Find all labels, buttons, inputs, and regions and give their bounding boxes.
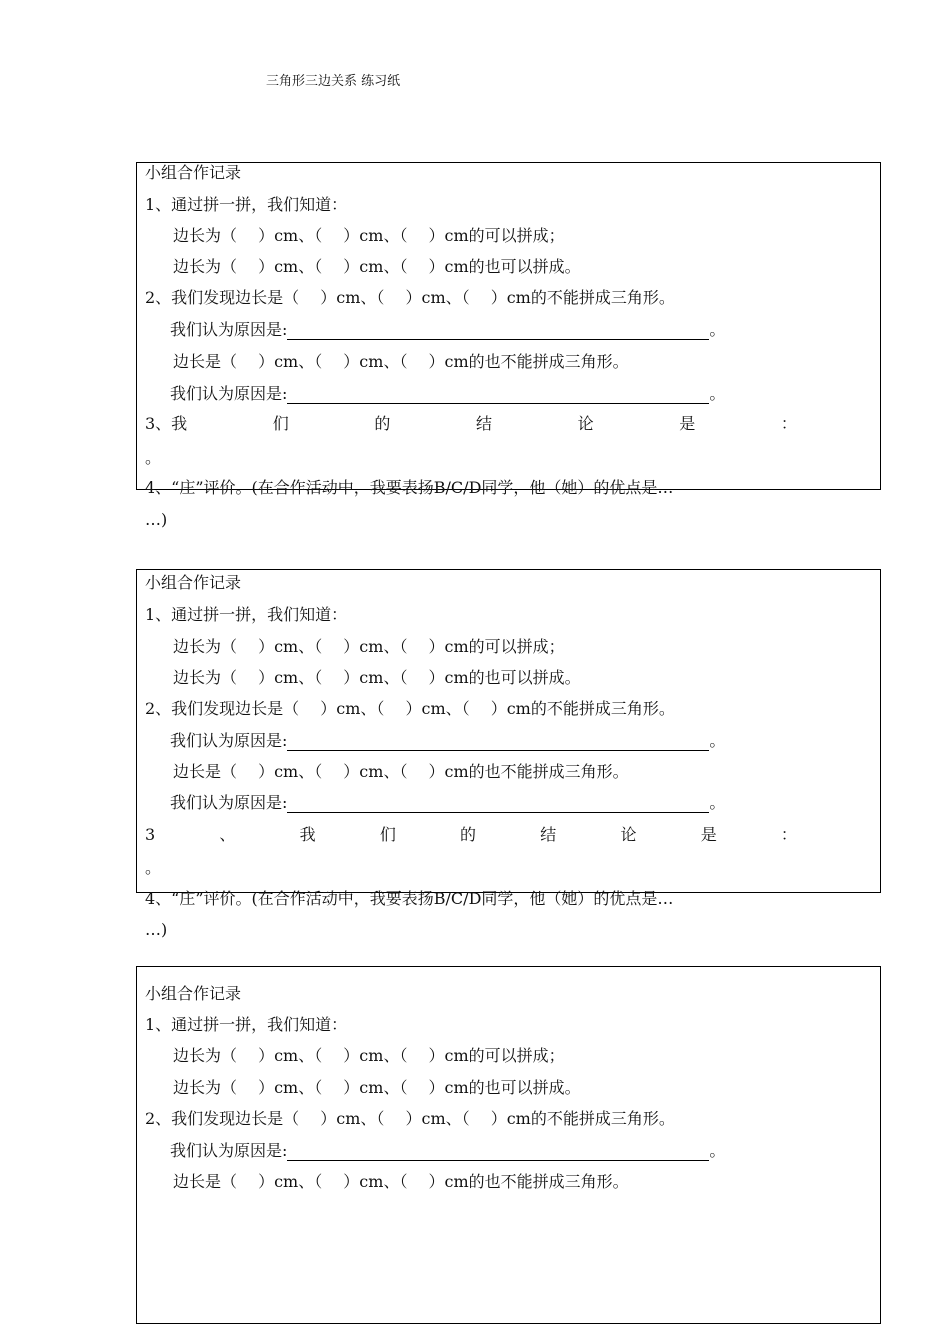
question-2: 2、我们发现边长是（ ）cm、（ ）cm、（ ）cm的不能拼成三角形。 [145,1109,675,1128]
reason-blank[interactable] [287,1144,709,1161]
q3-char: 是 [679,414,696,433]
question-1-row-b: 边长为（ ）cm、（ ）cm、（ ）cm的也可以拼成。 [173,668,581,687]
question-2: 2、我们发现边长是（ ）cm、（ ）cm、（ ）cm的不能拼成三角形。 [145,288,675,307]
record-title: 小组合作记录 [145,573,242,592]
q3-period: 。 [145,448,162,467]
question-2-row-b: 边长是（ ）cm、（ ）cm、（ ）cm的也不能拼成三角形。 [173,1172,629,1191]
question-2-row-b: 边长是（ ）cm、（ ）cm、（ ）cm的也不能拼成三角形。 [173,762,629,781]
q3-char: 论 [577,414,594,433]
question-4-line-1: 4、“庄”评价。(在合作活动中，我要表扬B/C/D同学，他（她）的优点是… [145,478,674,497]
q3-char: 们 [272,414,289,433]
q3-char: 结 [476,414,493,433]
q3-char: 论 [620,825,637,844]
question-1-row-a: 边长为（ ）cm、（ ）cm、（ ）cm的可以拼成； [173,637,565,656]
page-title: 三角形三边关系 练习纸 [266,74,401,89]
question-4-line-1: 4、“庄”评价。(在合作活动中，我要表扬B/C/D同学，他（她）的优点是… [145,889,674,908]
reason-blank[interactable] [287,323,709,340]
q3-char: 结 [540,825,557,844]
reason-label: 我们认为原因是: [170,731,288,750]
period: 。 [709,731,726,750]
question-1-row-a: 边长为（ ）cm、（ ）cm、（ ）cm的可以拼成； [173,1046,565,1065]
reason-blank[interactable] [287,796,709,813]
period: 。 [709,1141,726,1160]
record-title: 小组合作记录 [145,163,242,182]
reason-label: 我们认为原因是: [170,320,288,339]
q3-char: ： [780,414,797,433]
reason-line [170,731,725,751]
record-title: 小组合作记录 [145,984,242,1003]
q3-char: 3、我 [145,414,188,433]
q3-char: 3 [145,825,156,844]
period: 。 [709,320,726,339]
question-1: 1、通过拼一拼，我们知道： [145,605,348,624]
reason-line [170,793,725,813]
reason-label: 我们认为原因是: [170,384,288,403]
question-4-line-2: …) [145,920,168,939]
q3-char: ： [780,825,797,844]
reason-blank[interactable] [287,387,709,404]
q3-char: 、 [219,825,236,844]
question-3 [145,825,797,845]
question-1-row-b: 边长为（ ）cm、（ ）cm、（ ）cm的也可以拼成。 [173,257,581,276]
question-3 [145,414,797,434]
period: 。 [709,793,726,812]
q3-char: 我 [299,825,316,844]
question-1: 1、通过拼一拼，我们知道： [145,1015,348,1034]
reason-label: 我们认为原因是: [170,793,288,812]
question-4-line-2: …) [145,510,168,529]
reason-label: 我们认为原因是: [170,1141,288,1160]
reason-blank[interactable] [287,734,709,751]
reason-line [170,1141,725,1161]
question-2: 2、我们发现边长是（ ）cm、（ ）cm、（ ）cm的不能拼成三角形。 [145,699,675,718]
q3-char: 的 [460,825,477,844]
q3-period: 。 [145,858,162,877]
question-1: 1、通过拼一拼，我们知道： [145,195,348,214]
q3-char: 的 [374,414,391,433]
q3-char: 们 [379,825,396,844]
question-1-row-a: 边长为（ ）cm、（ ）cm、（ ）cm的可以拼成； [173,226,565,245]
question-1-row-b: 边长为（ ）cm、（ ）cm、（ ）cm的也可以拼成。 [173,1078,581,1097]
question-2-row-b: 边长是（ ）cm、（ ）cm、（ ）cm的也不能拼成三角形。 [173,352,629,371]
reason-line [170,320,725,340]
q3-char: 是 [700,825,717,844]
reason-line [170,384,725,404]
period: 。 [709,384,726,403]
